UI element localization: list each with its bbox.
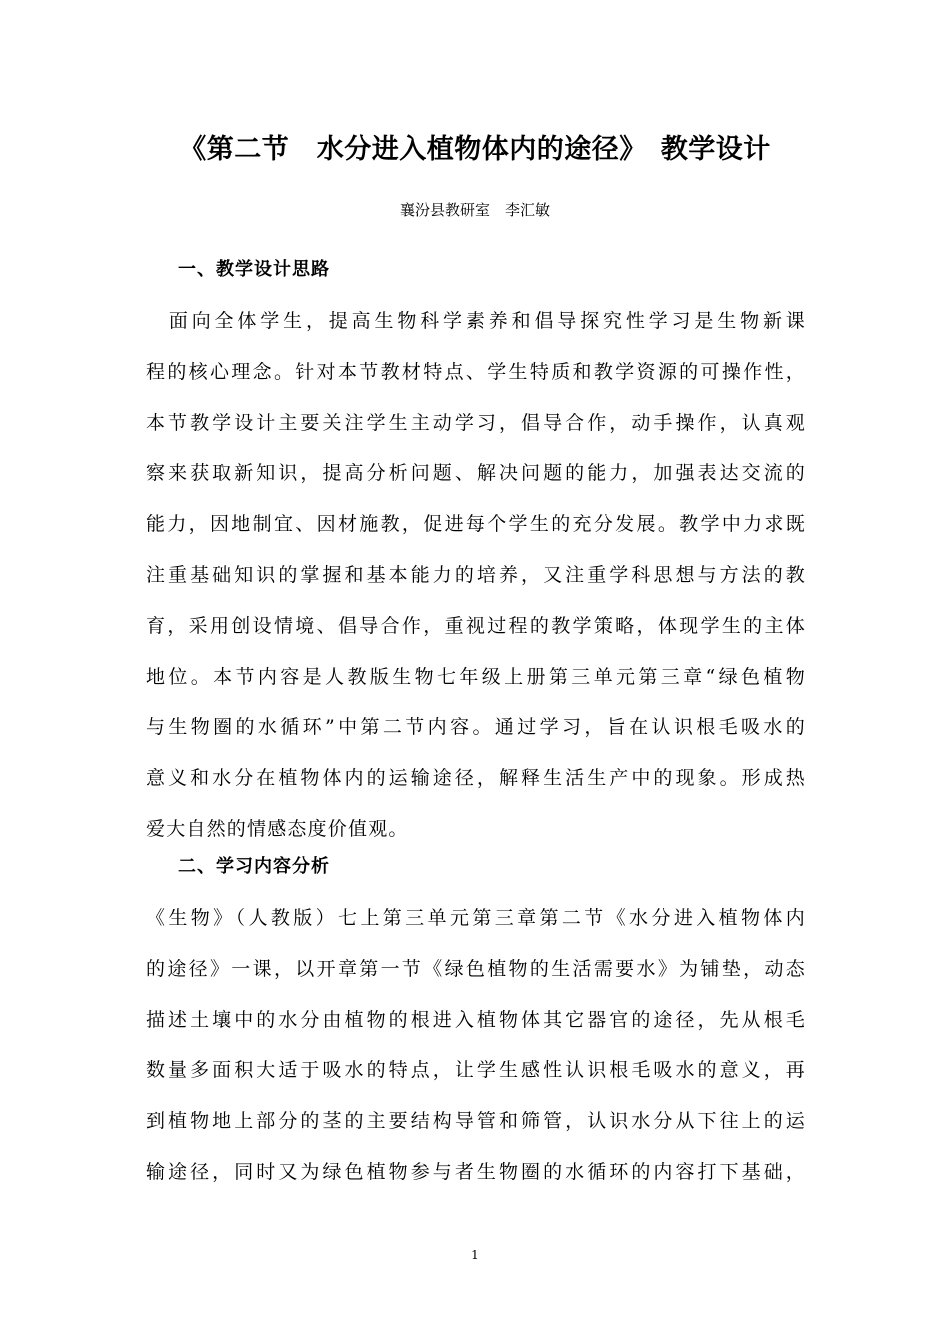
paragraph-line: 爱大自然的情感态度价值观。: [146, 817, 409, 840]
paragraph-line: 程的核心理念。针对本节教材特点、学生特质和教学资源的可操作性，: [146, 360, 806, 383]
paragraph-line: 与生物圈的水循环”中第二节内容。通过学习，旨在认识根毛吸水的: [146, 716, 806, 739]
paragraph-line: 注重基础知识的掌握和基本能力的培养，又注重学科思想与方法的教: [146, 563, 806, 586]
paragraph-line: 数量多面积大适于吸水的特点，让学生感性认识根毛吸水的意义，再: [146, 1059, 806, 1082]
section-1-paragraph: [146, 296, 806, 855]
section-heading-2: 二、学习内容分析: [178, 856, 330, 877]
author-line: 襄汾县教研室 李汇敏: [399, 201, 550, 219]
paragraph-line: 描述土壤中的水分由植物的根进入植物体其它器官的途径，先从根毛: [146, 1008, 806, 1031]
page-number: 1: [471, 1248, 479, 1262]
paragraph-line: 本节教学设计主要关注学生主动学习，倡导合作，动手操作，认真观: [146, 411, 806, 434]
paragraph-line: 的途径》一课，以开章第一节《绿色植物的生活需要水》为铺垫，动态: [146, 957, 806, 980]
section-2-paragraph: [146, 893, 806, 1198]
paragraph-line: 面向全体学生，提高生物科学素养和倡导探究性学习是生物新课: [146, 310, 806, 332]
paragraph-line: 察来获取新知识，提高分析问题、解决问题的能力，加强表达交流的: [146, 462, 806, 485]
paragraph-line: 到植物地上部分的茎的主要结构导管和筛管，认识水分从下往上的运: [146, 1110, 806, 1133]
paragraph-line: 输途径，同时又为绿色植物参与者生物圈的水循环的内容打下基础，: [146, 1160, 806, 1183]
paragraph-line: 育，采用创设情境、倡导合作，重视过程的教学策略，体现学生的主体: [146, 614, 806, 637]
paragraph-line: 《生物》（人教版）七上第三单元第三章第二节《水分进入植物体内: [146, 907, 806, 929]
section-heading-1: 一、教学设计思路: [178, 259, 330, 280]
document-title: 《第二节 水分进入植物体内的途径》 教学设计: [179, 134, 771, 165]
paragraph-line: 能力，因地制宜、因材施教，促进每个学生的充分发展。教学中力求既: [146, 513, 806, 536]
paragraph-line: 地位。本节内容是人教版生物七年级上册第三单元第三章“绿色植物: [146, 665, 806, 688]
paragraph-line: 意义和水分在植物体内的运输途径，解释生活生产中的现象。形成热: [146, 767, 806, 790]
